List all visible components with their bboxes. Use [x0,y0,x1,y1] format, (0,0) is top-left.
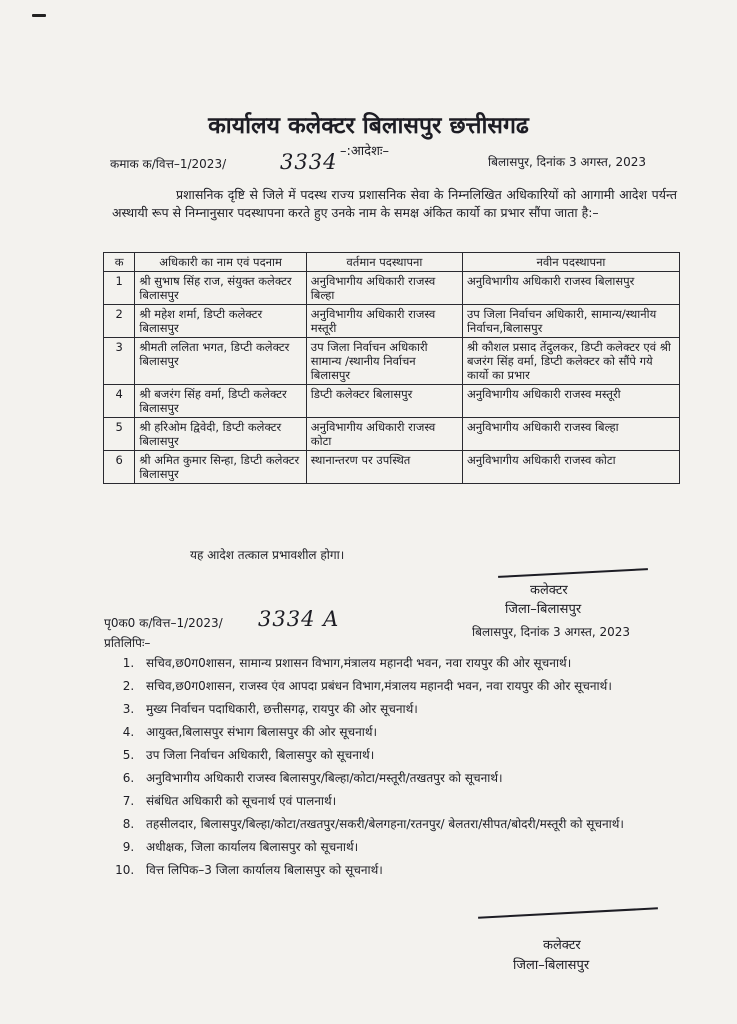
cell-serial: 5 [104,418,135,451]
col-header-name: अधिकारी का नाम एवं पदनाम [135,253,306,272]
signature-scribble [478,907,658,918]
cell-name: श्रीमती ललिता भगत, डिप्टी कलेक्टर बिलासपुर [135,338,306,385]
scan-mark [32,14,46,17]
col-header-serial: क [104,253,135,272]
signatory-office: जिला–बिलासपुर [505,602,582,617]
table-row [104,451,680,484]
cell-name: श्री सुभाष सिंह राज, संयुक्त कलेक्टर बिलासपुर [135,272,306,305]
cell-new: श्री कौशल प्रसाद तेंदुलकर, डिप्टी कलेक्टर एवं श्री बजरंग सिंह वर्मा, डिप्टी कलेक्टर को सौंपे गये कार्यो का प्रभार [462,338,679,385]
signatory-title: कलेक्टर [530,583,568,598]
handwritten-endorsement-number: 3334 A [258,607,340,631]
table-row [104,338,680,385]
endorsement-reference: पृ0क0 क/वित्त–1/2023/ [104,616,223,630]
list-item: 5. उप जिला निर्वाचन अधिकारी, बिलासपुर को सूचनार्थ। [138,747,708,764]
cell-current: उप जिला निर्वाचन अधिकारी सामान्य /स्थानीय निर्वाचन बिलासपुर [306,338,462,385]
list-item: 4. आयुक्त,बिलासपुर संभाग बिलासपुर की ओर सूचनार्थ। [138,724,708,741]
signatory-office: जिला–बिलासपुर [513,958,590,973]
intro-paragraph: प्रशासनिक दृष्टि से जिले में पदस्थ राज्य प्रशासनिक सेवा के निम्नलिखित अधिकारियों को आगामी आदेश पर्यन्त अस्थायी रूप से निम्नानुसार पदस्थापना करते हुए उनके नाम के समक्ष अंकित कार्यो का प्रभार सौंपा जाता है:– [112,187,677,220]
table-row [104,385,680,418]
cell-new: अनुविभागीय अधिकारी राजस्व बिल्हा [462,418,679,451]
effect-statement: यह आदेश तत्काल प्रभावशील होगा। [190,548,345,562]
order-reference: कमाक क/वित्त–1/2023/ [110,157,227,171]
list-item: 6. अनुविभागीय अधिकारी राजस्व बिलासपुर/बिल्हा/कोटा/मस्तूरी/तखतपुर को सूचनार्थ। [138,770,708,787]
copy-to-label: प्रतिलिपिः– [104,636,151,650]
office-title: कार्यालय कलेक्टर बिलासपुर छत्तीसगढ [208,113,529,139]
list-item: 9. अधीक्षक, जिला कार्यालय बिलासपुर को सूचनार्थ। [138,839,708,856]
list-item: 1. सचिव,छ0ग0शासन, सामान्य प्रशासन विभाग,मंत्रालय महानदी भवन, नवा रायपुर की ओर सूचनार्थ। [138,655,708,672]
table-row [104,305,680,338]
table-row [104,418,680,451]
signature-scribble [498,568,648,578]
cell-new: अनुविभागीय अधिकारी राजस्व बिलासपुर [462,272,679,305]
cell-new: अनुविभागीय अधिकारी राजस्व मस्तूरी [462,385,679,418]
list-item: 7. संबंधित अधिकारी को सूचनार्थ एवं पालनार्थ। [138,793,708,810]
col-header-current: वर्तमान पदस्थापना [306,253,462,272]
cell-current: डिप्टी कलेक्टर बिलासपुर [306,385,462,418]
postings-table [103,252,680,484]
signatory-title: कलेक्टर [543,938,581,953]
col-header-new: नवीन पदस्थापना [462,253,679,272]
cell-current: अनुविभागीय अधिकारी राजस्व मस्तूरी [306,305,462,338]
cell-new: उप जिला निर्वाचन अधिकारी, सामान्य/स्थानीय निर्वाचन,बिलासपुर [462,305,679,338]
list-item: 3. मुख्य निर्वाचन पदाधिकारी, छत्तीसगढ़, रायपुर की ओर सूचनार्थ। [138,701,708,718]
cell-serial: 2 [104,305,135,338]
cell-serial: 4 [104,385,135,418]
cell-name: श्री महेश शर्मा, डिप्टी कलेक्टर बिलासपुर [135,305,306,338]
handwritten-order-number: 3334 [280,150,338,174]
copy-recipients-list [116,655,708,885]
list-item: 8. तहसीलदार, बिलासपुर/बिल्हा/कोटा/तखतपुर/सकरी/बेलगहना/रतनपुर/ बेलतरा/सीपत/बोदरी/मस्तूरी को सूचनार्थ। [138,816,708,833]
cell-serial: 6 [104,451,135,484]
list-item: 10. वित्त लिपिक–3 जिला कार्यालय बिलासपुर को सूचनार्थ। [138,862,708,879]
order-heading: –:आदेशः– [340,144,390,159]
cell-current: अनुविभागीय अधिकारी राजस्व बिल्हा [306,272,462,305]
table-row [104,272,680,305]
cell-serial: 3 [104,338,135,385]
cell-new: अनुविभागीय अधिकारी राजस्व कोटा [462,451,679,484]
cell-name: श्री अमित कुमार सिन्हा, डिप्टी कलेक्टर बिलासपुर [135,451,306,484]
cell-serial: 1 [104,272,135,305]
table-header-row [104,253,680,272]
cell-name: श्री बजरंग सिंह वर्मा, डिप्टी कलेक्टर बिलासपुर [135,385,306,418]
cell-current: स्थानान्तरण पर उपस्थित [306,451,462,484]
cell-name: श्री हरिओम द्विवेदी, डिप्टी कलेक्टर बिलासपुर [135,418,306,451]
cell-current: अनुविभागीय अधिकारी राजस्व कोटा [306,418,462,451]
endorsement-place-date: बिलासपुर, दिनांक 3 अगस्त, 2023 [472,625,630,639]
order-place-date: बिलासपुर, दिनांक 3 अगस्त, 2023 [488,155,646,169]
list-item: 2. सचिव,छ0ग0शासन, राजस्व एंव आपदा प्रबंधन विभाग,मंत्रालय महानदी भवन, नवा रायपुर की ओर सूचनार्थ। [138,678,708,695]
